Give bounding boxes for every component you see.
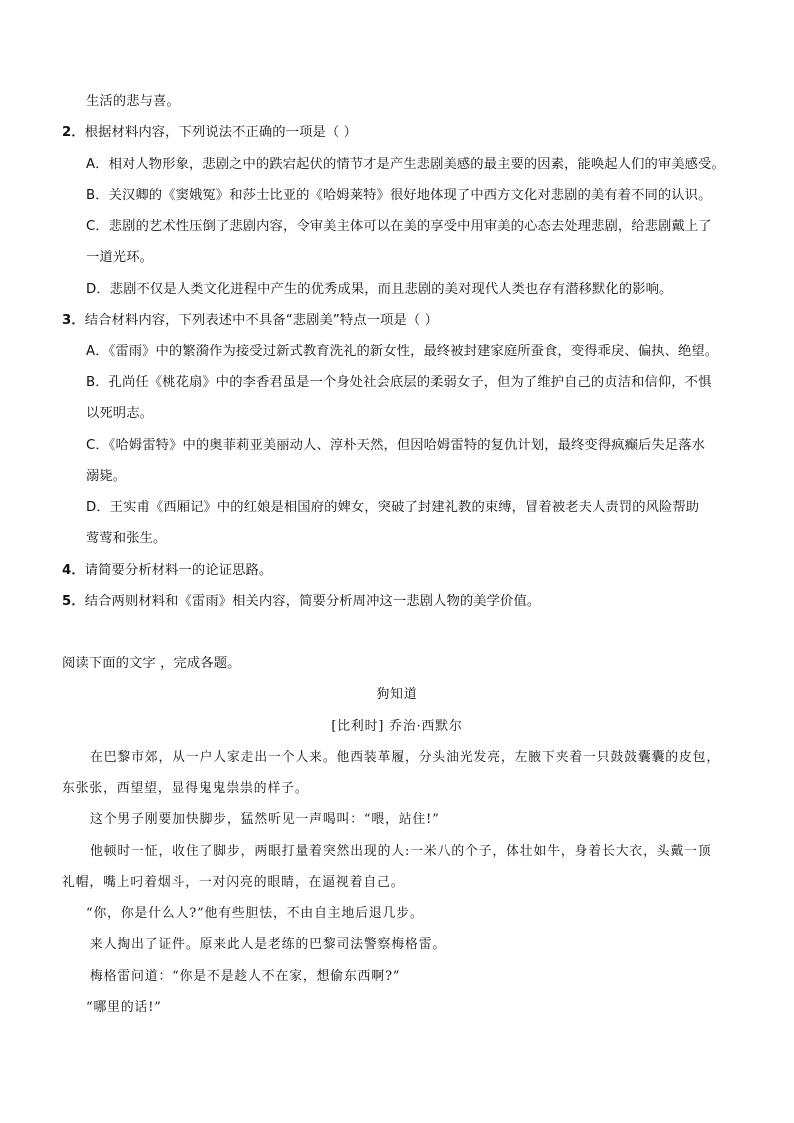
question-4-number: 4． <box>62 563 85 578</box>
question-2-option-a: A．相对人物形象，悲剧之中的跌宕起伏的情节才是产生悲剧美感的最主要的因素，能唤起人们的审美感受。 <box>86 157 725 172</box>
question-3-option-d-line1: D．王实甫《西厢记》中的红娘是相国府的婢女，突破了封建礼教的束缚，冒着被老夫人责罚的风险帮助 <box>86 500 700 515</box>
question-2-option-c-line2: 一道光环。 <box>86 250 153 265</box>
question-2-option-d: D．悲剧不仅是人类文化进程中产生的优秀成果，而且悲剧的美对现代人类也存有潜移默化的影响。 <box>86 282 673 297</box>
story-paragraph-1-line2: 东张张，西望望，显得鬼鬼祟祟的样子。 <box>62 781 309 796</box>
question-4-stem <box>62 562 272 580</box>
question-3-option-b-line2: 以死明志。 <box>86 406 153 421</box>
story-paragraph-6: 梅格雷问道：“你是不是趁人不在家，想偷东西啊?” <box>90 969 401 984</box>
question-3-number: 3． <box>62 313 85 328</box>
previous-question-continuation: 生活的悲与喜。 <box>86 94 180 109</box>
question-2-text: 根据材料内容，下列说法不正确的一项是（ ） <box>84 125 358 140</box>
story-paragraph-5: 来人掏出了证件。原来此人是老练的巴黎司法警察梅格雷。 <box>90 937 447 952</box>
story-paragraph-7: “哪里的话!” <box>86 1000 162 1015</box>
question-3-option-d-line2: 莺莺和张生。 <box>86 531 167 546</box>
story-paragraph-3-line1: 他顿时一怔，收住了脚步，两眼打量着突然出现的人:一米八的个子，体壮如牛，身着长大衣，头戴一顶 <box>90 844 712 859</box>
question-3-option-c-line2: 溺毙。 <box>86 469 127 484</box>
question-5-stem <box>62 593 540 611</box>
question-5-text: 结合两则材料和《雷雨》相关内容，简要分析周冲这一悲剧人物的美学价值。 <box>84 594 541 609</box>
story-paragraph-1-line1: 在巴黎市郊，从一户人家走出一个人来。他西装革履，分头油光发亮，左腋下夹着一只鼓鼓囊囊的皮包， <box>90 750 721 765</box>
question-4-text: 请简要分析材料一的论证思路。 <box>84 563 273 578</box>
question-2-number: 2． <box>62 125 85 140</box>
question-2-option-b: B．关汉卿的《窦娥冤》和莎士比亚的《哈姆莱特》很好地体现了中西方文化对悲剧的美有着不同的认识。 <box>86 188 712 203</box>
question-2-option-c-line1: C．悲剧的艺术性压倒了悲剧内容，令审美主体可以在美的享受中用审美的心态去处理悲剧，给悲剧戴上了 <box>86 219 712 234</box>
story-title: 狗知道 <box>376 687 418 702</box>
question-3-option-a: A．《雷雨》中的繁漪作为接受过新式教育洗礼的新女性，最终被封建家庭所蚕食，变得乖戾、偏执、绝望。 <box>86 344 719 359</box>
story-paragraph-3-line2: 礼帽，嘴上叼着烟斗，一对闪亮的眼睛，在逼视着自己。 <box>62 875 405 890</box>
question-3-option-c-line1: C．《哈姆雷特》中的奥菲莉亚美丽动人、淳朴天然，但因哈姆雷特的复仇计划，最终变得疯癫后失足落水 <box>86 438 705 453</box>
story-paragraph-2: 这个男子刚要加快脚步，猛然听见一声喝叫：“喂，站住!” <box>90 812 440 827</box>
question-2-stem <box>62 124 357 142</box>
question-5-number: 5． <box>62 594 85 609</box>
reading-instruction: 阅读下面的文字 ，完成各题。 <box>62 656 241 671</box>
question-3-text: 结合材料内容，下列表述中不具备“悲剧美”特点一项是（ ） <box>84 313 438 328</box>
question-3-stem <box>62 312 438 330</box>
story-author: [比利时] 乔治·西默尔 <box>331 719 463 734</box>
story-paragraph-4: “你，你是什么人?”他有些胆怯，不由自主地后退几步。 <box>86 906 424 921</box>
question-3-option-b-line1: B．孔尚任《桃花扇》中的李香君虽是一个身处社会底层的柔弱女子，但为了维护自己的贞洁和信仰，不惧 <box>86 375 712 390</box>
